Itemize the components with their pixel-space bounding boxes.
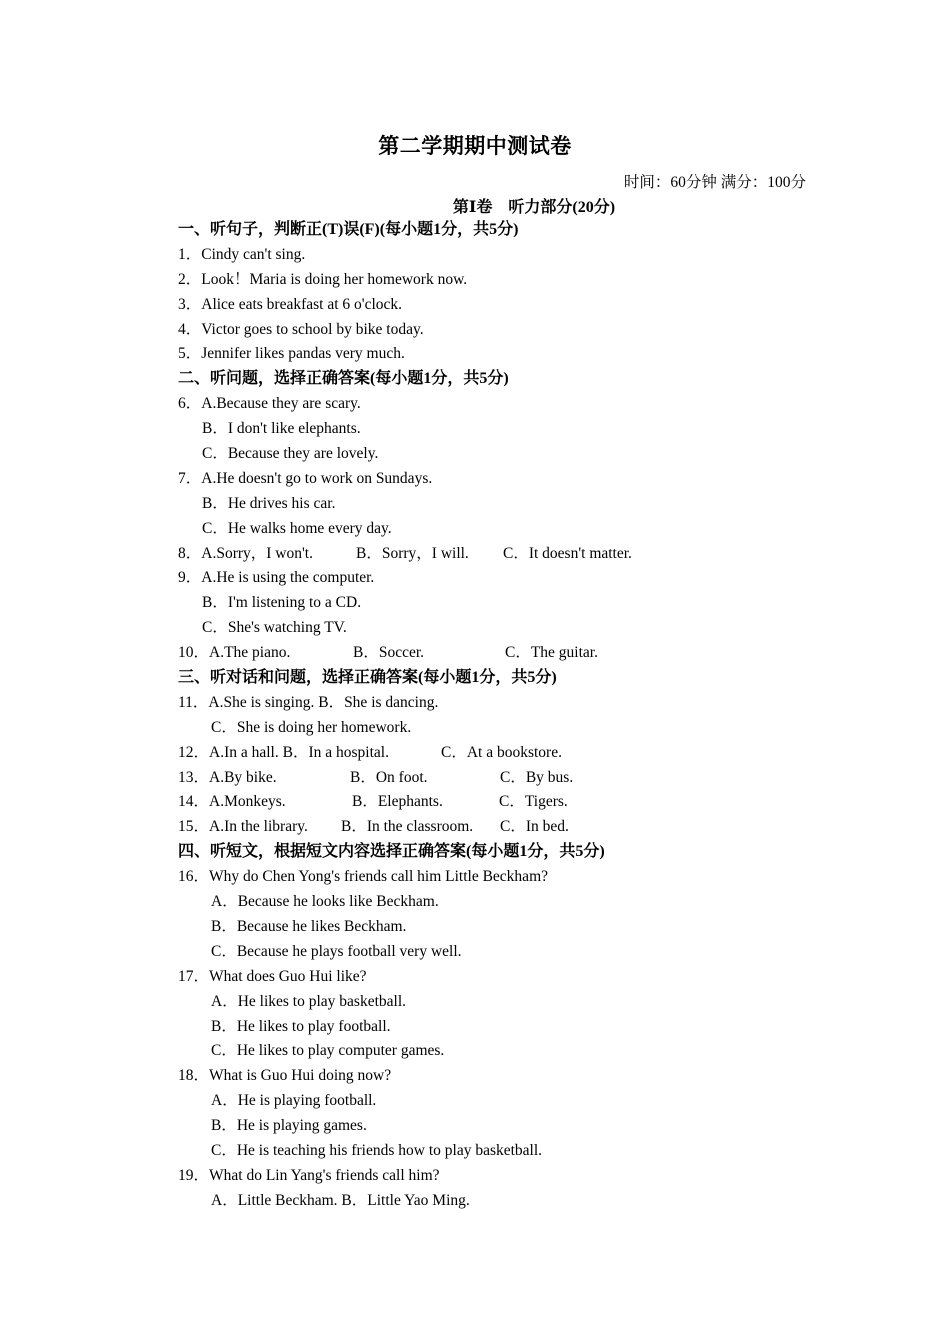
question-6-c: C．Because they are lovely. [202,445,379,463]
question-13-a: 13．A.By bike. [178,768,277,786]
question-16-b: B．Because he likes Beckham. [211,917,407,935]
question-1: 1．Cindy can't sing. [178,245,306,263]
question-7-c: C．He walks home every day. [202,519,392,537]
question-15-a: 15．A.In the library. [178,818,308,836]
section-heading-1: 一、听句子，判断正(T)误(F)(每小题1分，共5分) [178,221,519,238]
question-15-b: B．In the classroom. [341,818,474,836]
question-6-b: B．I don't like elephants. [202,420,361,438]
question-19-ab: A．Little Beckham. B．Little Yao Ming. [211,1191,470,1209]
question-18: 18．What is Guo Hui doing now? [178,1067,392,1085]
question-17-b: B．He likes to play football. [211,1017,391,1035]
question-6-a: 6．A.Because they are scary. [178,395,361,413]
question-16: 16．Why do Chen Yong's friends call him Little Beckham? [178,868,549,886]
question-8-a: 8．A.Sorry，I won't. [178,544,313,562]
question-17-c: C．He likes to play computer games. [211,1042,445,1060]
exam-meta: 时间：60分钟 满分：100分 [623,174,806,191]
question-7-a: 7．A.He doesn't go to work on Sundays. [178,469,433,487]
question-9-c: C．She's watching TV. [202,619,347,637]
question-12-ab: 12．A.In a hall. B．In a hospital. [178,743,389,761]
question-8-b: B．Sorry，I will. [356,544,469,562]
question-8-c: C．It doesn't matter. [503,544,632,562]
question-16-c: C．Because he plays football very well. [211,942,462,960]
question-7-b: B．He drives his car. [202,494,336,512]
question-16-a: A．Because he looks like Beckham. [211,893,439,911]
question-5: 5．Jennifer likes pandas very much. [178,345,405,363]
question-15-c: C．In bed. [500,818,569,836]
question-12 [178,741,818,766]
question-10-c: C．The guitar. [505,644,598,662]
question-3: 3．Alice eats breakfast at 6 o'clock. [178,295,403,313]
part-title: 第Ⅰ卷 听力部分(20分) [452,199,616,216]
question-10-b: B．Soccer. [353,644,425,662]
exam-title: 第二学期期中测试卷 [378,134,572,158]
question-10 [178,641,818,666]
question-13 [178,766,818,791]
section-heading-4: 四、听短文，根据短文内容选择正确答案(每小题1分，共5分) [178,843,605,861]
question-14 [178,790,818,815]
question-18-c: C．He is teaching his friends how to play basketball. [211,1141,543,1159]
question-18-a: A．He is playing football. [211,1092,377,1110]
question-14-c: C．Tigers. [499,793,568,811]
question-11-ab: 11．A.She is singing. B．She is dancing. [178,693,439,711]
question-12-c: C．At a bookstore. [441,743,562,761]
question-14-b: B．Elephants. [352,793,443,811]
question-17-a: A．He likes to play basketball. [211,992,406,1010]
question-9-b: B．I'm listening to a CD. [202,594,362,612]
question-13-c: C．By bus. [500,768,574,786]
question-9-a: 9．A.He is using the computer. [178,569,375,587]
question-8 [178,542,818,567]
question-2: 2．Look！Maria is doing her homework now. [178,270,468,288]
question-list [178,218,818,1214]
question-15 [178,815,818,840]
section-heading-2: 二、听问题，选择正确答案(每小题1分，共5分) [178,370,509,388]
question-19: 19．What do Lin Yang's friends call him? [178,1166,440,1184]
question-13-b: B．On foot. [350,768,428,786]
question-14-a: 14．A.Monkeys. [178,793,286,811]
question-4: 4．Victor goes to school by bike today. [178,320,424,338]
question-17: 17．What does Guo Hui like? [178,967,367,985]
section-heading-3: 三、听对话和问题，选择正确答案(每小题1分，共5分) [178,669,557,687]
question-10-a: 10．A.The piano. [178,644,291,662]
question-18-b: B．He is playing games. [211,1117,367,1135]
question-11-c: C．She is doing her homework. [211,718,412,736]
